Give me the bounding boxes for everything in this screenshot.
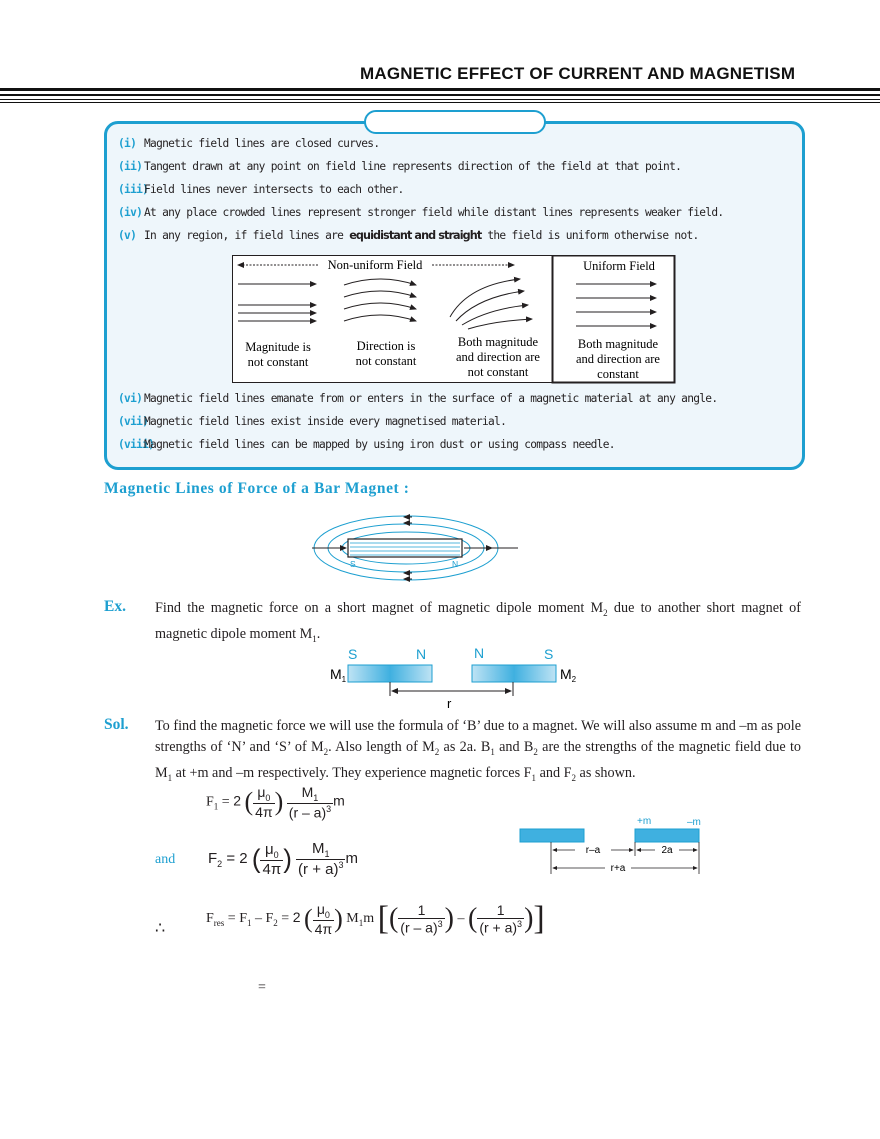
header-rule-3 [0,99,880,100]
example-text: Find the magnetic force on a short magnet of magnetic dipole moment $M_2$ due to another short magnet of magnetic dipole moment $M_1$. [155,600,801,644]
header-rule-1 [0,88,880,91]
bar-magnet-figure [310,510,522,582]
property-item: (viii)Magnetic field lines can be mapped by using iron dust or using compass needle. [118,438,615,451]
uniform-label: Uniform Field [583,259,655,273]
svg-text:N: N [416,646,427,662]
svg-text:Both magnitude: Both magnitude [457,335,539,349]
solution-label: Sol. [104,716,129,733]
equation-f1: $F_1 = 2$ ( $\frac{\mu_0}{4\pi}$ ) $\frac{M_1}{(r - a)^3}$ m [206,784,345,821]
property-item: (iv) At any place crowded lines represent stronger field while distant lines represents weaker field. [118,206,724,219]
svg-text:S: S [348,646,358,662]
svg-text:and direction are: and direction are [456,350,540,364]
property-item: (iii)Field lines never intersects to each other. [118,183,404,196]
svg-text:–m: –m [687,817,701,828]
equation-fres: $F_{res} = F_1 - F_2 = 2$ ( $\frac{\mu_0}{4\pi}$ ) $M_1m$ [( $\frac{1}{(r - a)^3}$ ) – ( $\frac{1}{(r + a)^3}$ )] [206,900,545,937]
svg-text:not constant: not constant [355,354,417,368]
svg-text:and direction are: and direction are [576,352,660,366]
svg-text:r+a: r+a [610,863,626,874]
property-item: (vii)Magnetic field lines exist inside every magnetised material. [118,415,507,428]
and-label: and [155,852,176,867]
property-item: (vi) Magnetic field lines emanate from or enters in the surface of a magnetic material at any angle. [118,392,718,405]
header-rule-2 [0,94,880,96]
properties-box-tab [364,110,546,134]
svg-text:M2: $M_2$ [560,666,577,684]
svg-text:M1: $M_1$ [330,666,347,684]
svg-text:r: r [447,696,452,710]
property-item: (ii) Tangent drawn at any point on field line represents direction of the field at that point. [118,160,682,173]
therefore-symbol: ∴ [155,920,166,937]
dipoles-figure [326,644,580,710]
svg-text:+m: +m [637,816,652,827]
svg-text:not constant: not constant [247,355,309,369]
magnet-n-label: N [452,559,459,569]
property-item: (v) In any region, if field lines are equidistant and straight the field is uniform otherwise not. [118,229,699,242]
svg-text:not constant: not constant [467,365,529,379]
example-label: Ex. [104,598,126,615]
svg-text:N: N [474,645,485,661]
svg-text:r–a: r–a [585,845,601,856]
svg-text:S: S [544,646,554,662]
equation-equals: = [258,980,266,995]
solution-text: To find the magnetic force we will use the formula of ‘B’ due to a magnet. We will also assume m and –m as pole strengths of ‘N’ and ‘S’ of $M_2$. Also length of $M_2$ as 2a. $B_1$ and $B_2$ are the strengths of the magnetic field due to $M_1$ at +m and –m respectively. They experience magnetic forces $F_1$ and $F_2$ as shown. [155,718,801,783]
svg-text:constant: constant [597,367,639,381]
svg-text:2a: 2a [661,845,673,856]
header-rule-4 [0,102,880,103]
section-heading: Magnetic Lines of Force of a Bar Magnet : [104,480,410,497]
svg-text:Direction is: Direction is [356,339,416,353]
svg-text:Magnitude is: Magnitude is [245,340,311,354]
field-lines-figure [232,255,676,385]
property-item: (i) Magnetic field lines are closed curves. [118,137,380,150]
magnet-s-label: S [350,559,356,569]
equation-f2: $F_2 = 2$ ( $\frac{\mu_0}{4\pi}$ ) $\frac{M_1}{(r + a)^3}$ m [208,840,358,878]
svg-text:Both magnitude: Both magnitude [577,337,659,351]
force-diagram [515,812,715,878]
page-header-title: MAGNETIC EFFECT OF CURRENT AND MAGNETISM [360,64,796,83]
nonuniform-label: Non-uniform Field [327,258,423,272]
